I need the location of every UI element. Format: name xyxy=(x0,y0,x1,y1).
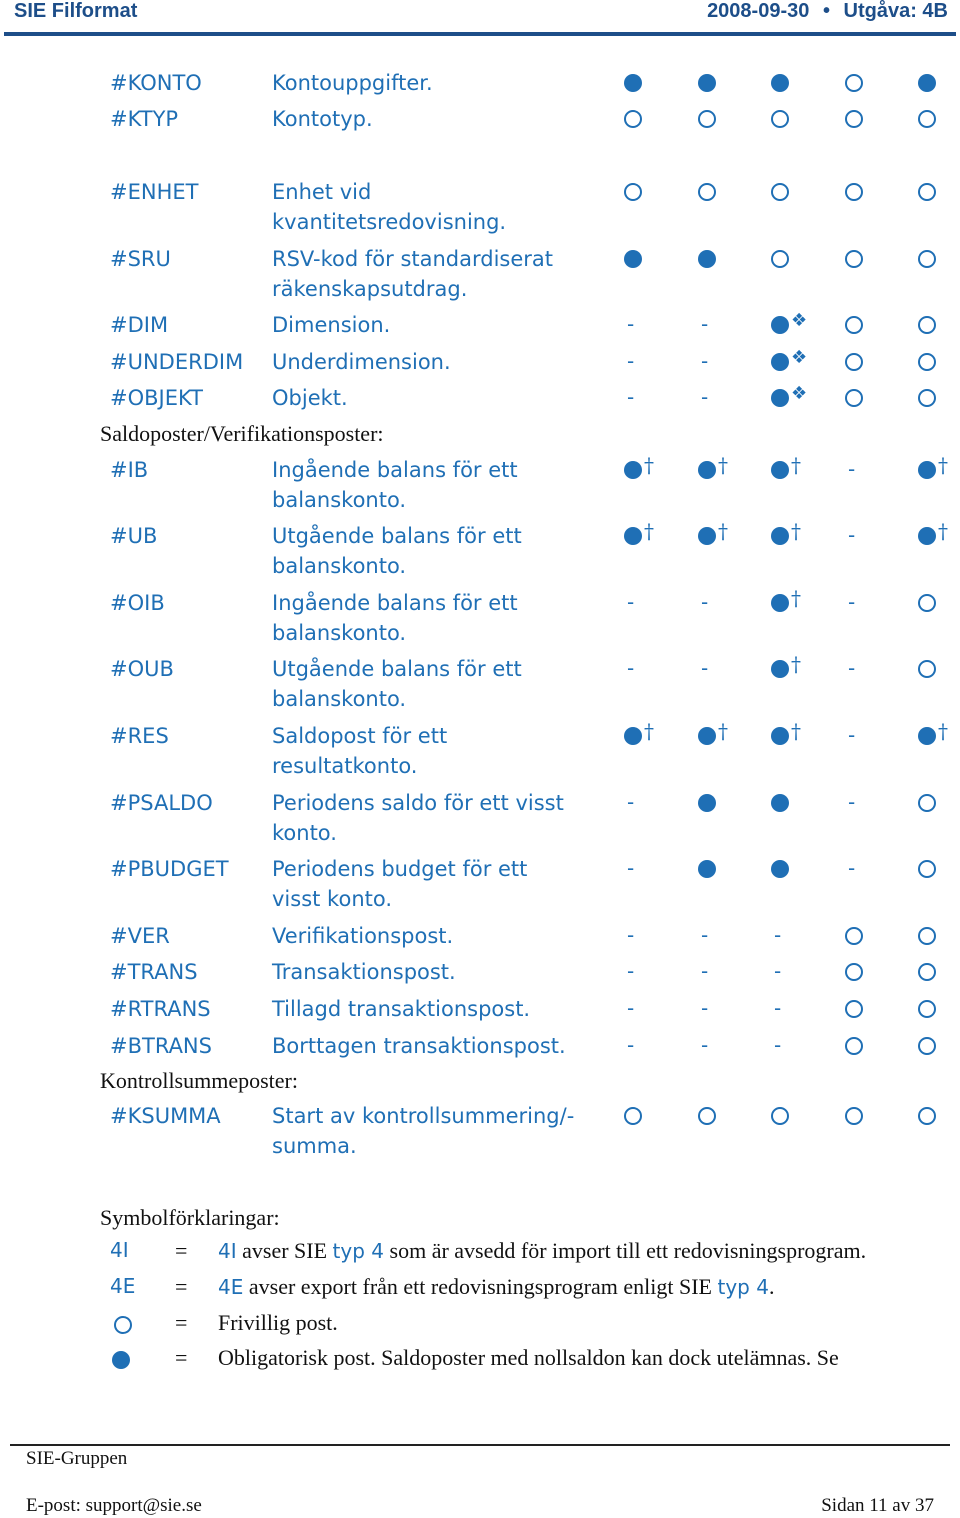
record-code: #VER xyxy=(110,924,170,948)
record-description: Dimension. xyxy=(272,313,391,337)
open-circle-icon xyxy=(845,1033,871,1059)
legend-equals: = xyxy=(175,1238,188,1263)
filled-circle-diamond-icon xyxy=(771,385,797,411)
legend-symbol: 4I xyxy=(110,1238,129,1262)
record-code: #TRANS xyxy=(110,960,198,984)
dash-icon xyxy=(771,1033,797,1059)
filled-circle-icon xyxy=(112,1351,130,1369)
record-description: Periodens budget för ett visst konto. xyxy=(272,857,528,911)
record-code: #UNDERDIM xyxy=(110,350,244,374)
section-kontroll: Kontrollsummeposter: xyxy=(100,1068,298,1093)
legend-row-4i xyxy=(110,1238,950,1268)
record-code: #OIB xyxy=(110,591,165,615)
open-circle-icon xyxy=(918,590,944,616)
filled-circle-icon xyxy=(624,246,650,272)
legend-row-required xyxy=(110,1345,950,1375)
legend-text-b: . xyxy=(768,1274,775,1299)
dash-icon xyxy=(624,385,650,411)
record-description: RSV-kod för standardiserat räkenskapsutdrag. xyxy=(272,247,554,301)
open-circle-icon xyxy=(845,106,871,132)
dash-icon xyxy=(698,590,724,616)
legend-row-optional xyxy=(110,1310,950,1340)
dash-icon xyxy=(624,656,650,682)
record-code: #BTRANS xyxy=(110,1034,212,1058)
open-circle-icon xyxy=(771,179,797,205)
record-description: Tillagd transaktionspost. xyxy=(272,997,531,1021)
record-code: #KONTO xyxy=(110,71,202,95)
open-circle-icon xyxy=(845,179,871,205)
filled-circle-diamond-icon xyxy=(771,312,797,338)
dash-icon xyxy=(845,723,871,749)
open-circle-icon xyxy=(624,1103,650,1129)
dash-icon xyxy=(771,996,797,1022)
filled-circle-icon xyxy=(698,246,724,272)
filled-circle-icon xyxy=(918,70,944,96)
legend-code: 4I xyxy=(218,1239,237,1263)
open-circle-icon xyxy=(698,1103,724,1129)
dash-icon xyxy=(845,457,871,483)
dash-icon xyxy=(624,590,650,616)
open-circle-icon xyxy=(918,656,944,682)
filled-circle-dagger-icon xyxy=(771,656,797,682)
filled-circle-dagger-icon xyxy=(698,723,724,749)
edition-label: Utgåva: 4B xyxy=(843,0,948,22)
open-circle-icon xyxy=(114,1316,132,1334)
open-circle-icon xyxy=(845,70,871,96)
dash-icon xyxy=(624,790,650,816)
legend-text-a: avser SIE xyxy=(236,1238,333,1263)
record-code: #KSUMMA xyxy=(110,1104,221,1128)
legend-text xyxy=(218,1238,866,1264)
section-saldo: Saldoposter/Verifikationsposter: xyxy=(100,421,384,446)
open-circle-icon xyxy=(845,246,871,272)
dash-icon xyxy=(698,996,724,1022)
filled-circle-dagger-icon xyxy=(918,457,944,483)
open-circle-icon xyxy=(771,106,797,132)
dash-icon xyxy=(624,856,650,882)
open-circle-icon xyxy=(624,179,650,205)
dash-icon xyxy=(845,656,871,682)
record-description: Enhet vid kvantitetsredovisning. xyxy=(272,180,507,234)
filled-circle-icon xyxy=(698,70,724,96)
open-circle-icon xyxy=(845,385,871,411)
record-code: #OUB xyxy=(110,657,174,681)
footer-divider xyxy=(10,1444,950,1446)
record-description: Ingående balans för ett balanskonto. xyxy=(272,591,518,645)
record-description: Objekt. xyxy=(272,386,348,410)
open-circle-icon xyxy=(918,1033,944,1059)
record-code: #PSALDO xyxy=(110,791,213,815)
legend-text-a: avser export från ett redovisningsprogram enligt SIE xyxy=(243,1274,718,1299)
legend-typ: typ 4 xyxy=(717,1275,769,1299)
footer-org: SIE-Gruppen xyxy=(26,1448,128,1469)
open-circle-icon xyxy=(918,179,944,205)
filled-circle-diamond-icon xyxy=(771,349,797,375)
legend-typ: typ 4 xyxy=(332,1239,385,1263)
filled-circle-icon xyxy=(771,70,797,96)
open-circle-icon xyxy=(918,856,944,882)
dash-icon xyxy=(845,790,871,816)
dash-icon xyxy=(845,590,871,616)
dash-icon xyxy=(624,996,650,1022)
filled-circle-dagger-icon xyxy=(698,457,724,483)
open-circle-icon xyxy=(918,385,944,411)
record-code: #IB xyxy=(110,458,149,482)
page-header xyxy=(4,0,956,36)
filled-circle-dagger-icon xyxy=(771,457,797,483)
open-circle-icon xyxy=(845,349,871,375)
filled-circle-dagger-icon xyxy=(918,523,944,549)
dash-icon xyxy=(771,923,797,949)
open-circle-icon xyxy=(918,923,944,949)
record-description: Verifikationspost. xyxy=(272,924,454,948)
dash-icon xyxy=(698,385,724,411)
open-circle-icon xyxy=(918,246,944,272)
open-circle-icon xyxy=(918,349,944,375)
legend-row-4e xyxy=(110,1274,950,1304)
legend-code: 4E xyxy=(218,1275,244,1299)
legend-text: Frivillig post. xyxy=(218,1310,338,1335)
open-circle-icon xyxy=(918,959,944,985)
record-description: Kontouppgifter. xyxy=(272,71,433,95)
filled-circle-icon xyxy=(771,856,797,882)
record-code: #UB xyxy=(110,524,158,548)
open-circle-icon xyxy=(918,1103,944,1129)
dash-icon xyxy=(845,523,871,549)
dash-icon xyxy=(698,656,724,682)
bullet: • xyxy=(822,0,830,22)
legend-title: Symbolförklaringar: xyxy=(100,1205,280,1230)
record-code: #RES xyxy=(110,724,169,748)
legend-equals: = xyxy=(175,1310,188,1335)
legend-text xyxy=(218,1274,774,1300)
filled-circle-dagger-icon xyxy=(624,457,650,483)
filled-circle-dagger-icon xyxy=(771,590,797,616)
record-description: Underdimension. xyxy=(272,350,451,374)
record-description: Utgående balans för ett balanskonto. xyxy=(272,524,522,578)
open-circle-icon xyxy=(698,106,724,132)
open-circle-icon xyxy=(845,1103,871,1129)
filled-circle-icon xyxy=(698,856,724,882)
record-code: #ENHET xyxy=(110,180,199,204)
dash-icon xyxy=(698,923,724,949)
filled-circle-icon xyxy=(624,70,650,96)
dash-icon xyxy=(845,856,871,882)
open-circle-icon xyxy=(845,312,871,338)
record-description: Ingående balans för ett balanskonto. xyxy=(272,458,518,512)
filled-circle-icon xyxy=(698,790,724,816)
open-circle-icon xyxy=(698,179,724,205)
open-circle-icon xyxy=(918,312,944,338)
dash-icon xyxy=(624,312,650,338)
record-code: #DIM xyxy=(110,313,169,337)
legend-text-b: som är avsedd för import till ett redovisningsprogram. xyxy=(384,1238,867,1263)
record-code: #OBJEKT xyxy=(110,386,203,410)
open-circle-icon xyxy=(845,996,871,1022)
filled-circle-dagger-icon xyxy=(624,723,650,749)
open-circle-icon xyxy=(771,246,797,272)
doc-title: SIE Filformat xyxy=(14,0,138,22)
dash-icon xyxy=(698,959,724,985)
open-circle-icon xyxy=(845,959,871,985)
legend-equals: = xyxy=(175,1274,188,1299)
footer-page-number: Sidan 11 av 37 xyxy=(821,1495,934,1516)
record-code: #KTYP xyxy=(110,107,179,131)
dash-icon xyxy=(624,349,650,375)
filled-circle-dagger-icon xyxy=(918,723,944,749)
open-circle-icon xyxy=(624,106,650,132)
record-code: #SRU xyxy=(110,247,171,271)
open-circle-icon xyxy=(918,996,944,1022)
filled-circle-dagger-icon xyxy=(698,523,724,549)
record-description: Utgående balans för ett balanskonto. xyxy=(272,657,522,711)
dash-icon xyxy=(771,959,797,985)
record-description: Periodens saldo för ett visst konto. xyxy=(272,791,564,845)
dash-icon xyxy=(624,923,650,949)
filled-circle-dagger-icon xyxy=(771,723,797,749)
dash-icon xyxy=(698,1033,724,1059)
filled-circle-dagger-icon xyxy=(624,523,650,549)
dash-icon xyxy=(624,1033,650,1059)
open-circle-icon xyxy=(918,106,944,132)
legend-symbol: 4E xyxy=(110,1274,136,1298)
open-circle-icon xyxy=(771,1103,797,1129)
open-circle-icon xyxy=(845,923,871,949)
dash-icon xyxy=(698,312,724,338)
record-description: Start av kontrollsummering/-summa. xyxy=(272,1104,575,1158)
open-circle-icon xyxy=(918,790,944,816)
dash-icon xyxy=(624,959,650,985)
record-code: #PBUDGET xyxy=(110,857,229,881)
record-code: #RTRANS xyxy=(110,997,211,1021)
filled-circle-icon xyxy=(771,790,797,816)
doc-edition xyxy=(707,0,948,23)
dash-icon xyxy=(698,349,724,375)
doc-date: 2008-09-30 xyxy=(707,0,810,22)
legend-equals: = xyxy=(175,1345,188,1370)
record-description: Transaktionspost. xyxy=(272,960,456,984)
record-description: Kontotyp. xyxy=(272,107,373,131)
record-description: Borttagen transaktionspost. xyxy=(272,1034,566,1058)
filled-circle-dagger-icon xyxy=(771,523,797,549)
legend-text: Obligatorisk post. Saldoposter med nollsaldon kan dock utelämnas. Se xyxy=(218,1345,839,1370)
record-description: Saldopost för ett resultatkonto. xyxy=(272,724,448,778)
footer-email: E-post: support@sie.se xyxy=(26,1495,202,1516)
